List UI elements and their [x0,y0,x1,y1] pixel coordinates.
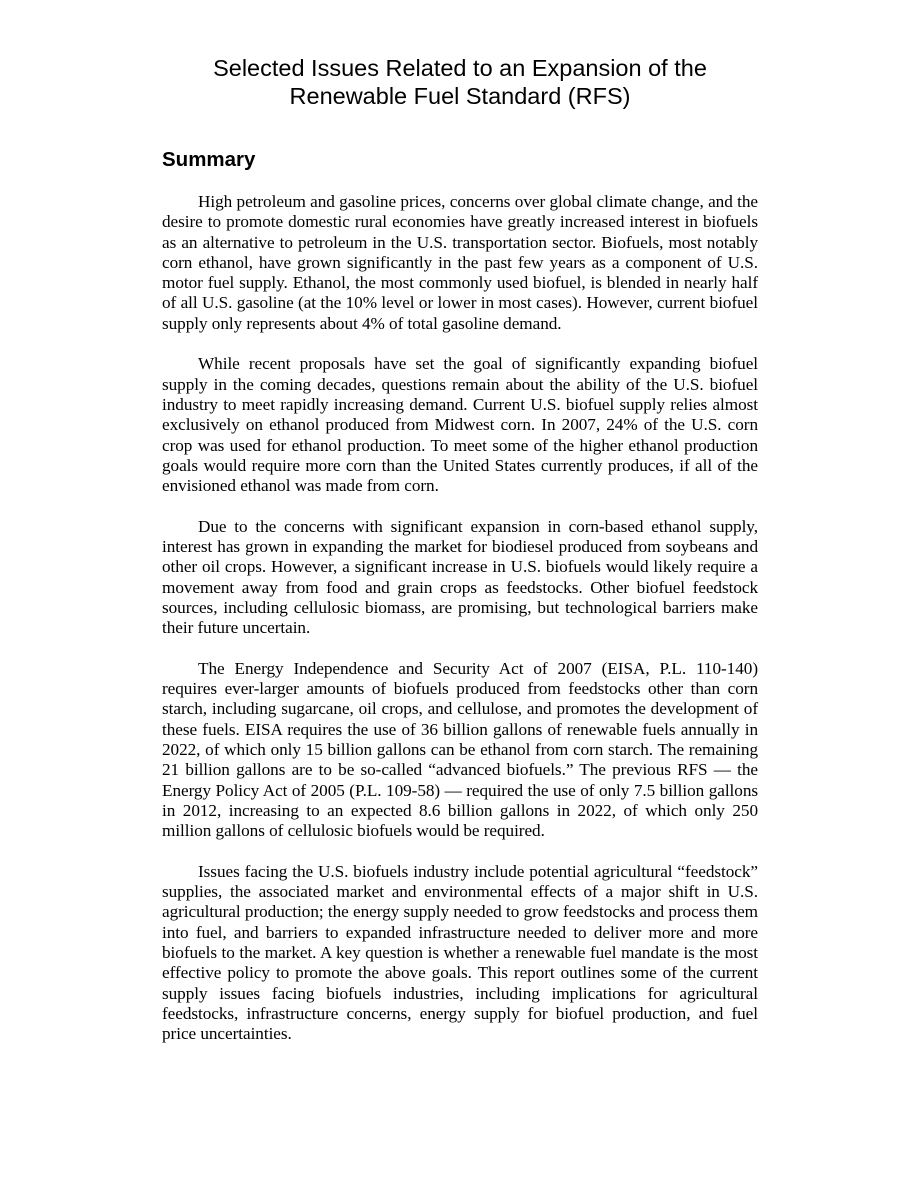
document-page [162,54,758,1044]
summary-paragraph-5: Issues facing the U.S. biofuels industry include potential agricultural “feedstock” supplies, the associated market and environmental effects of a major shift in U.S. agricultural production; the energy supply needed to grow feedstocks and process them into fuel, and barriers to expanded infrastructure needed to deliver more and more biofuels to the market. A key question is whether a renewable fuel mandate is the most effective policy to promote the above goals. This report outlines some of the current supply issues facing biofuels industries, including implications for agricultural feedstocks, infrastructure concerns, energy supply for biofuel production, and fuel price uncertainties. [162,861,758,1044]
summary-paragraph-3: Due to the concerns with significant expansion in corn-based ethanol supply, interest has grown in expanding the market for biodiesel produced from soybeans and other oil crops. However, a significant increase in U.S. biofuels would likely require a movement away from food and grain crops as feedstocks. Other biofuel feedstock sources, including cellulosic biomass, are promising, but technological barriers make their future uncertain. [162,516,758,638]
summary-paragraph-4: The Energy Independence and Security Act of 2007 (EISA, P.L. 110-140) requires ever-larger amounts of biofuels produced from feedstocks other than corn starch, including sugarcane, oil crops, and cellulose, and promotes the development of these fuels. EISA requires the use of 36 billion gallons of renewable fuels annually in 2022, of which only 15 billion gallons can be ethanol from corn starch. The remaining 21 billion gallons are to be so-called “advanced biofuels.” The previous RFS — the Energy Policy Act of 2005 (P.L. 109-58) — required the use of only 7.5 billion gallons in 2012, increasing to an expected 8.6 billion gallons in 2022, of which only 250 million gallons of cellulosic biofuels would be required. [162,658,758,841]
summary-heading: Summary [162,148,256,171]
document-title-line-2: Renewable Fuel Standard (RFS) [289,83,631,109]
document-title-line-1: Selected Issues Related to an Expansion of the [213,55,707,81]
summary-paragraph-1: High petroleum and gasoline prices, concerns over global climate change, and the desire to promote domestic rural economies have greatly increased interest in biofuels as an alternative to petroleum in the U.S. transportation sector. Biofuels, most notably corn ethanol, have grown significantly in the past few years as a component of U.S. motor fuel supply. Ethanol, the most commonly used biofuel, is blended in nearly half of all U.S. gasoline (at the 10% level or lower in most cases). However, current biofuel supply only represents about 4% of total gasoline demand. [162,192,758,333]
document-title [162,54,758,110]
summary-paragraph-2: While recent proposals have set the goal of significantly expanding biofuel supply in the coming decades, questions remain about the ability of the U.S. biofuel industry to meet rapidly increasing demand. Current U.S. biofuel supply relies almost exclusively on ethanol produced from Midwest corn. In 2007, 24% of the U.S. corn crop was used for ethanol production. To meet some of the higher ethanol production goals would require more corn than the United States currently produces, if all of the envisioned ethanol was made from corn. [162,354,758,496]
summary-body [162,192,758,1065]
